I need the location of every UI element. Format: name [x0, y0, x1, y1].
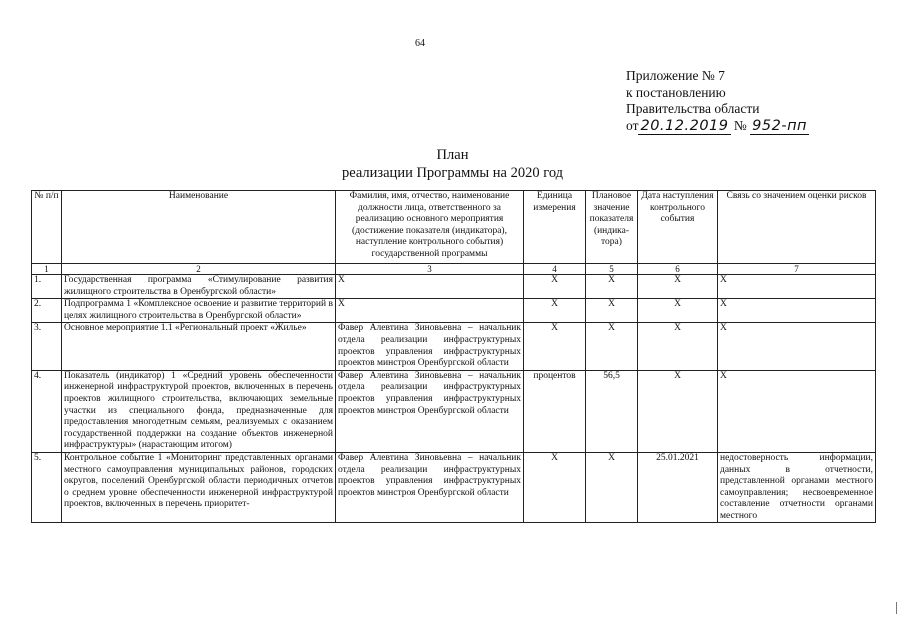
row-plan-value: X	[586, 323, 638, 370]
row-name: Показатель (индикатор) 1 «Средний уровень обеспеченности инженерной инфраструктурой проектов, включенных в перечень проектов жилищного строительства, включающих земельные участки из специального фонда, предназначенные для предоставления многодетным семьям, реализуемых с оказанием государственной поддержки на создание объектов инженерной инфраструктуры» (нарастающим итогом)	[62, 370, 336, 452]
column-number: 1	[32, 264, 62, 275]
row-event-date: X	[638, 370, 718, 452]
row-risk: недостоверность информации, данных в отчетности, представленной органами местного самоуправления; несвоевременное составление отчетности органами местного	[718, 452, 876, 523]
row-number: 4.	[32, 370, 62, 452]
plan-table	[31, 190, 876, 523]
document-title	[0, 146, 905, 182]
header-name: Наименование	[62, 191, 336, 264]
row-unit: X	[524, 323, 586, 370]
row-unit: процентов	[524, 370, 586, 452]
row-responsible: X	[336, 299, 524, 323]
row-risk: X	[718, 299, 876, 323]
page-number: 64	[415, 38, 425, 49]
table-row	[32, 299, 876, 323]
scan-edge-mark	[896, 602, 897, 614]
row-number: 3.	[32, 323, 62, 370]
table-row	[32, 452, 876, 523]
header-plan-value: Плановое значение показателя (индика-тора)	[586, 191, 638, 264]
column-number: 3	[336, 264, 524, 275]
title-line-2: реализации Программы на 2020 год	[341, 165, 564, 181]
column-number: 4	[524, 264, 586, 275]
title-line-1: План	[436, 147, 469, 163]
appendix-line-1: Приложение № 7	[626, 68, 725, 83]
row-number: 5.	[32, 452, 62, 523]
row-responsible: Фавер Алевтина Зиновьевна – начальник отдела реализации инфраструктурных проектов управления инфраструктурных проектов минстроя Оренбургской области	[336, 323, 524, 370]
row-plan-value: 56,5	[586, 370, 638, 452]
appendix-date-line	[626, 118, 809, 135]
row-risk: X	[718, 275, 876, 299]
from-prefix: от	[626, 117, 639, 133]
row-event-date: 25.01.2021	[638, 452, 718, 523]
column-number: 7	[718, 264, 876, 275]
number-prefix: №	[733, 117, 747, 133]
column-number-row	[32, 264, 876, 275]
appendix-line-2: к постановлению	[626, 84, 726, 100]
row-plan-value: X	[586, 275, 638, 299]
row-event-date: X	[638, 323, 718, 370]
row-risk: X	[718, 323, 876, 370]
row-unit: X	[524, 452, 586, 523]
row-responsible: X	[336, 275, 524, 299]
column-number: 2	[62, 264, 336, 275]
appendix-line-3: Правительства области	[626, 101, 760, 116]
column-number: 5	[586, 264, 638, 275]
row-name: Контрольное событие 1 «Мониторинг представленных органами местного самоуправления муниципальных районов, городских округов, поселений Оренбургской области периодичных отчетов о среднем уровне обеспеченности инженерной инфраструктурой проектов, включенных в перечень приоритет-	[62, 452, 336, 523]
row-name: Государственная программа «Стимулирование развития жилищного строительства в Оренбургской области»	[62, 275, 336, 299]
row-number: 2.	[32, 299, 62, 323]
table-row	[32, 323, 876, 370]
header-responsible: Фамилия, имя, отчество, наименование должности лица, ответственного за реализацию основного мероприятия (достижение показателя (индикатора), наступление контрольного события) государственной программы	[336, 191, 524, 264]
table-row	[32, 275, 876, 299]
row-plan-value: X	[586, 299, 638, 323]
row-name: Подпрограмма 1 «Комплексное освоение и развитие территорий в целях жилищного строительства в Оренбургской области»	[62, 299, 336, 323]
row-number: 1.	[32, 275, 62, 299]
row-unit: X	[524, 275, 586, 299]
row-plan-value: X	[586, 452, 638, 523]
row-name: Основное мероприятие 1.1 «Региональный проект «Жилье»	[62, 323, 336, 370]
row-unit: X	[524, 299, 586, 323]
row-event-date: X	[638, 275, 718, 299]
header-unit: Единица измерения	[524, 191, 586, 264]
header-number: № п/п	[32, 191, 62, 264]
row-responsible: Фавер Алевтина Зиновьевна – начальник отдела реализации инфраструктурных проектов управления инфраструктурных проектов минстроя Оренбургской области	[336, 452, 524, 523]
table-row	[32, 370, 876, 452]
column-number: 6	[638, 264, 718, 275]
appendix-block	[626, 68, 809, 134]
header-event-date: Дата наступления контрольного события	[638, 191, 718, 264]
header-risk: Связь со значением оценки рисков	[718, 191, 876, 264]
handwritten-number: 952-пп	[752, 117, 808, 134]
row-responsible: Фавер Алевтина Зиновьевна – начальник отдела реализации инфраструктурных проектов управления инфраструктурных проектов минстроя Оренбургской области	[336, 370, 524, 452]
handwritten-date: 20.12.2019	[640, 117, 729, 134]
table-header-row	[32, 191, 876, 264]
row-event-date: X	[638, 299, 718, 323]
row-risk: X	[718, 370, 876, 452]
